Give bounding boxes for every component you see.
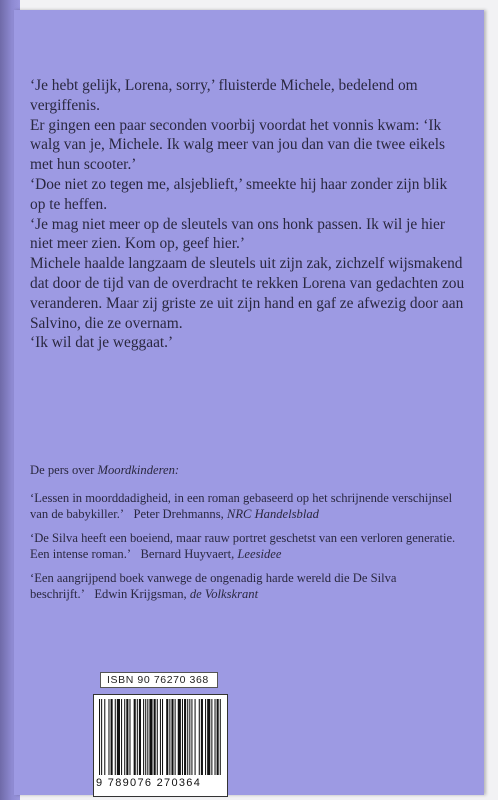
review-source: de Volkskrant [189,587,259,601]
reviews-heading-title: Moordkinderen: [97,463,180,477]
barcode-bars [97,699,224,777]
excerpt-paragraph: Michele haalde langzaam de sleutels uit zijn zak, zichzelf wijsmakend dat door de tijd van de overdracht te rekken Lorena van gedachten zou veranderen. Maar zij griste ze uit zijn hand en gaf ze afwezig door aan Salvino, die ze overnam. [30,255,465,332]
reviews-heading [30,462,466,478]
review-item [30,530,466,562]
excerpt-paragraph: ‘Je mag niet meer op de sleutels van ons honk passen. Ik wil je hier niet meer zien. Kom op, geef hier.’ [30,215,446,253]
review-item [30,570,466,602]
review-source: NRC Handelsblad [226,507,319,521]
isbn-label: ISBN 90 76270 368 [100,672,218,688]
book-excerpt [30,76,466,353]
review-quote: ‘Lessen in moorddadigheid, in een roman gebaseerd op het schrijnende verschijnsel van de babykiller.’ [30,491,453,521]
barcode [93,694,228,797]
review-author: Edwin Krijgsman, [94,587,187,601]
barcode-number: 9 789076 270364 [96,777,202,789]
review-quote: ‘Een aangrijpend boek vanwege de ongenadig harde wereld die De Silva beschrijft.’ [30,571,397,601]
review-item [30,490,466,522]
press-reviews [30,462,466,610]
review-author: Bernard Huyvaert, [140,547,235,561]
excerpt-paragraph: Er gingen een paar seconden voorbij voordat het vonnis kwam: ‘Ik walg van je, Michele. Ik walg meer van jou dan van die twee eikels met hun scooter.’ [30,116,445,174]
review-author: Peter Drehmanns, [133,507,224,521]
excerpt-paragraph: ‘Ik wil dat je weggaat.’ [30,334,174,352]
excerpt-paragraph: ‘Je hebt gelijk, Lorena, sorry,’ fluisterde Michele, bedelend om vergiffenis. [30,77,418,114]
review-source: Leesidee [237,547,282,561]
excerpt-paragraph: ‘Doe niet zo tegen me, alsjeblieft,’ smeekte hij haar zonder zijn blik op te heffen. [30,175,448,213]
reviews-heading-prefix: De pers over [30,463,98,477]
review-quote: ‘De Silva heeft een boeiend, maar rauw portret geschetst van een verloren generatie. Een intense roman.’ [30,531,456,561]
